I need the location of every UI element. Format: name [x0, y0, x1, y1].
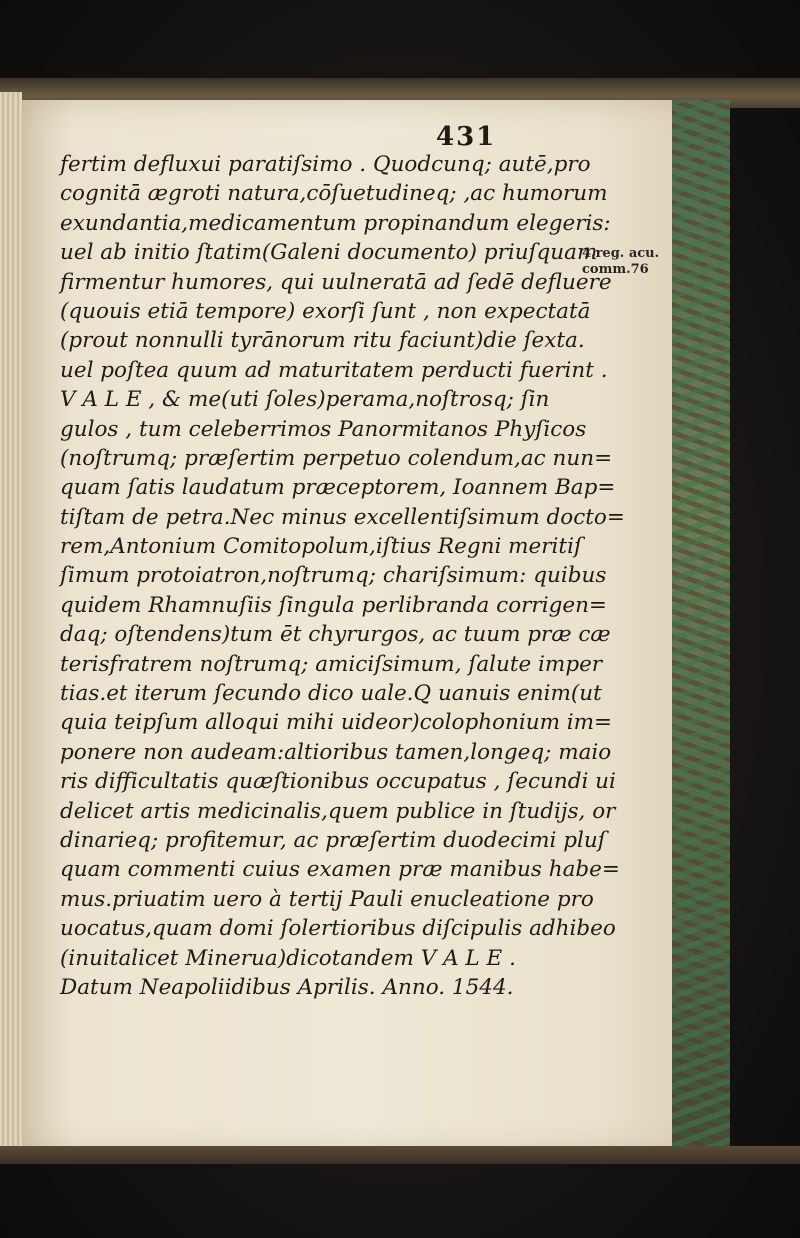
text-line: mus.priuatim uero à tertij Pauli enucleatione pro — [60, 886, 594, 912]
text-line: quia teipſum alloqui mihi uideor)colophonium im= — [60, 710, 613, 736]
text-line: (inuitalicet Minerua)dicotandem V A L E . — [60, 945, 516, 971]
text-line: (prout nonnulli tyrānorum ritu faciunt)die ſexta. — [60, 328, 585, 354]
body-text — [60, 150, 640, 1002]
text-line: ris difficultatis quæſtionibus occupatus , ſecundi ui — [60, 769, 616, 795]
text-line: ponere non audeam:altioribus tamen,longeq; maio — [60, 739, 612, 765]
text-line: quam commenti cuius examen præ manibus habe= — [60, 857, 620, 883]
text-line: quam ſatis laudatum præceptorem, Ioannem Bap= — [60, 475, 616, 501]
text-line: terisfratrem noſtrumq; amiciſsimum, ſalute imper — [60, 651, 603, 677]
page-stack-edge — [0, 92, 22, 1162]
margin-note-line: comm.76 — [582, 262, 649, 277]
text-line: fertim defluxui paratiſsimo . Quodcunq; autē,pro — [60, 152, 591, 177]
text-line: rem,Antonium Comitopolum,iſtius Regni meritiſ — [60, 534, 582, 560]
text-line: daq; oſtendens)tum ēt chyrurgos, ac tuum præ cæ — [60, 622, 611, 648]
text-line: dinarieq; profitemur, ac præſertim duodecimi pluſ — [60, 827, 606, 853]
text-line: cognitā ægroti natura,cōſuetudineq; ,ac humorum — [60, 181, 608, 207]
text-line: uel poſtea quum ad maturitatem perducti fuerint . — [60, 357, 608, 383]
text-line: delicet artis medicinalis,quem publice in ſtudijs, or — [60, 798, 616, 824]
text-line: tiſtam de petra.Nec minus excellentiſsimum docto= — [60, 504, 625, 530]
text-line: uocatus,quam domi ſolertioribus diſcipulis adhibeo — [60, 916, 616, 942]
text-line: ſimum protoiatron,noſtrumq; chariſsimum: quibus — [60, 563, 607, 589]
page-number: 431 — [436, 122, 497, 152]
text-line: (quouis etiā tempore) exorſi ſunt , non expectatā — [60, 298, 591, 324]
text-line: gulos , tum celeberrimos Panormitanos Phyſicos — [60, 416, 587, 442]
text-line: tias.et iterum ſecundo dico uale.Q uanuis enim(ut — [60, 681, 602, 707]
text-line: exundantia,medicamentum propinandum elegeris: — [60, 210, 611, 236]
text-line: firmentur humores, qui uulneratā ad ſedē defluere — [60, 269, 612, 295]
text-line: quidem Rhamnuſiis ſingula perlibranda corrigen= — [60, 592, 607, 618]
text-line: (noſtrumq; præſertim perpetuo colendum,ac nun= — [60, 445, 613, 471]
text-line: uel ab initio ſtatim(Galeni documento) priuſquam — [60, 240, 598, 266]
book-bottom-edge — [0, 1146, 800, 1164]
marbled-endpaper — [672, 100, 730, 1150]
text-line: V A L E , & me(uti ſoles)perama,noſtrosq; ſin — [60, 387, 550, 413]
text-line: Datum Neapoliidibus Aprilis. Anno. 1544. — [60, 974, 514, 1000]
margin-note-line: 4.reg. acu. — [582, 246, 660, 261]
